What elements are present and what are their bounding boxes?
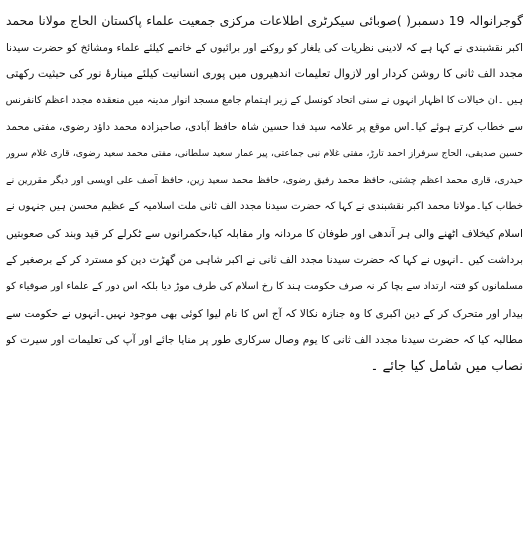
article-body [6,8,523,380]
article-line: سے خطاب کرتے ہوئے کیا۔اس موقع پر علامہ سید فدا حسین شاہ حافظ آبادی، صاحبزادہ محمد داؤد رضوی، مفتی محمد [6,121,523,134]
article-line: مطالبہ کیا کہ حضرت سیدنا مجدد الف ثانی کا یوم وصال سرکاری طور پر منایا جائے اور آپ کی تعلیمات اور سیرت کو [6,334,523,347]
article-line: اکبر نقشبندی نے کہا ہے کہ لادینی نظریات کی یلغار کو روکنے اور برائیوں کے خاتمے کیلئے علماء ومشائخ کو حضرت سیدنا [6,41,523,54]
article-line: خطاب کیا۔مولانا محمد اکبر نقشبندی نے کہا کہ حضرت سیدنا مجدد الف ثانی ملت اسلامیہ کے عظیم محسن ہیں جنہوں نے [6,201,523,213]
article-line-last: نصاب میں شامل کیا جائے ۔ [370,358,523,374]
article-line: مسلمانوں کو فتنہ ارتداد سے بچا کر نہ صرف حکومت ہند کا رخ اسلام کی طرف موڑ دیا بلکہ اس دور کے علماء اور صوفیاء کو [6,280,523,292]
article-line: مجدد الف ثانی کا روشن کردار اور لازوال تعلیمات اندھیروں میں پوری انسانیت کیلئے مینارۂ نور کی حیثیت رکھتی [6,67,523,81]
article-line: ہیں ۔ان خیالات کا اظہار انہوں نے سنی اتحاد کونسل کے زیر اہتمام جامع مسجد انوار مدینہ میں منعقدہ مجدد اعظم کانفرنس [6,94,523,106]
article-line: گوجرانوالہ 19 دسمبر( )صوبائی سیکرٹری اطلاعات مرکزی جمعیت علماء پاکستان الحاج مولانا محمد [6,14,523,28]
article-line: حسین صدیقی، الحاج سرفراز احمد تارڑ، مفتی غلام نبی جماعتی، پیر عمار سعید سلطانی، مفتی محمد سعید رضوی، قاری غلام سرور [6,147,523,159]
article-line: حیدری، قاری محمد اعظم چشتی، حافظ محمد رفیق رضوی، حافظ محمد سعید زین، حافظ آصف علی اویسی اور دیگر مقررین نے [6,174,523,186]
article-line: اسلام کیخلاف اٹھنے والی ہر آندھی اور طوفان کا مردانہ وار مقابلہ کیا،حکمرانوں سے ٹکرلے کر قید وبند کی صعوبتیں [6,226,523,240]
article-line: برداشت کیں ۔انہوں نے کہا کہ حضرت سیدنا مجدد الف ثانی نے اکبر شاہی من گھڑت دین کو مسترد کر کے برصغیر کے [6,254,523,267]
article-line: بیدار اور متحرک کر کے دین اکبری کا وہ جنازہ نکالا کہ آج اس کا نام لیوا کوئی بھی موجود نہیں۔انہوں نے حکومت سے [6,307,523,320]
